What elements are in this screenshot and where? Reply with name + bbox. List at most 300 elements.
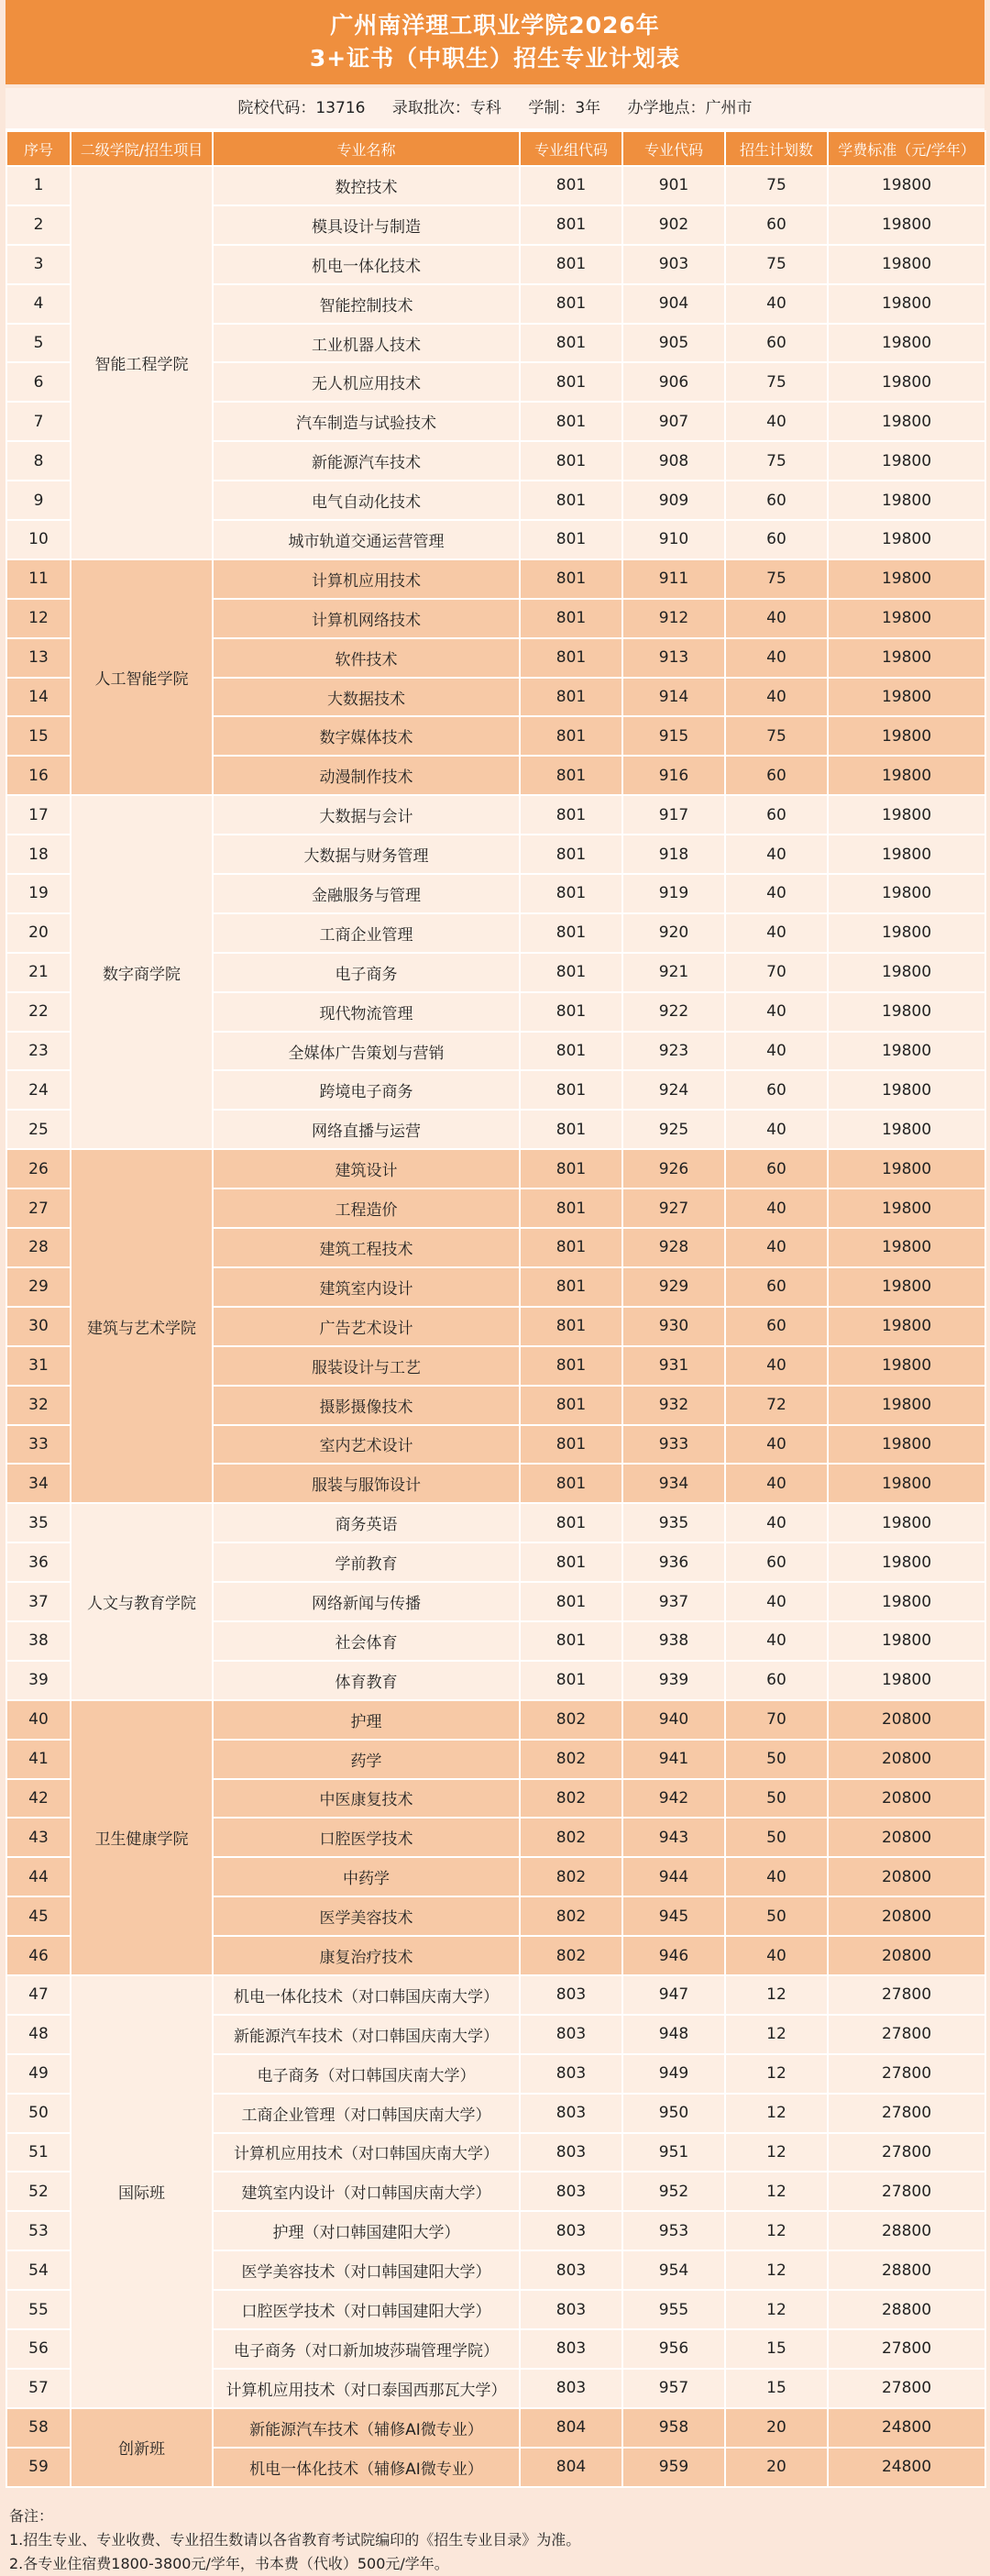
major-code: 949 — [622, 2054, 725, 2094]
major-group-code: 801 — [520, 1267, 622, 1307]
title-banner — [6, 0, 984, 88]
major-name: 机电一体化技术 — [213, 245, 520, 284]
row-index: 23 — [6, 1032, 71, 1071]
row-index: 46 — [6, 1936, 71, 1975]
major-code: 902 — [622, 205, 725, 245]
major-code: 915 — [622, 716, 725, 756]
enrollment-quota: 60 — [725, 205, 828, 245]
tuition-fee: 19800 — [828, 166, 985, 205]
enrollment-quota: 12 — [725, 2015, 828, 2054]
major-code: 932 — [622, 1386, 725, 1425]
row-index: 11 — [6, 559, 71, 599]
row-index: 33 — [6, 1425, 71, 1465]
tuition-fee: 27800 — [828, 2054, 985, 2094]
major-name: 体育教育 — [213, 1661, 520, 1700]
tuition-fee: 19800 — [828, 1464, 985, 1503]
table-body — [6, 166, 985, 2487]
major-group-code: 801 — [520, 1149, 622, 1188]
enrollment-quota: 40 — [725, 1621, 828, 1661]
tuition-fee: 19800 — [828, 1582, 985, 1621]
row-index: 47 — [6, 1975, 71, 2015]
row-index: 20 — [6, 913, 71, 953]
major-code: 927 — [622, 1188, 725, 1228]
major-code: 926 — [622, 1149, 725, 1188]
page-subtitle: 3+证书（中职生）招生专业计划表 — [309, 45, 681, 72]
major-name: 服装与服饰设计 — [213, 1464, 520, 1503]
major-group-code: 801 — [520, 992, 622, 1032]
college-group-cell: 国际班 — [71, 1975, 213, 2408]
major-code: 931 — [622, 1346, 725, 1386]
major-group-code: 802 — [520, 1740, 622, 1779]
major-name: 机电一体化技术（辅修AI微专业） — [213, 2448, 520, 2487]
major-group-code: 801 — [520, 441, 622, 481]
tuition-fee: 20800 — [828, 1740, 985, 1779]
major-name: 口腔医学技术 — [213, 1818, 520, 1857]
enrollment-quota: 40 — [725, 1503, 828, 1542]
row-index: 29 — [6, 1267, 71, 1307]
major-name: 电子商务 — [213, 953, 520, 992]
tuition-fee: 19800 — [828, 1346, 985, 1386]
school-code: 院校代码：13716 — [237, 99, 366, 117]
major-name: 摄影摄像技术 — [213, 1386, 520, 1425]
major-name: 新能源汽车技术（辅修AI微专业） — [213, 2408, 520, 2448]
major-group-code: 801 — [520, 559, 622, 599]
major-code: 925 — [622, 1110, 725, 1149]
major-code: 940 — [622, 1700, 725, 1740]
tuition-fee: 19800 — [828, 953, 985, 992]
row-index: 30 — [6, 1307, 71, 1346]
major-name: 新能源汽车技术 — [213, 441, 520, 481]
enrollment-quota: 40 — [725, 1346, 828, 1386]
enrollment-quota: 40 — [725, 599, 828, 638]
table-row — [6, 1149, 985, 1188]
major-group-code: 801 — [520, 284, 622, 324]
major-code: 928 — [622, 1228, 725, 1267]
major-group-code: 801 — [520, 1464, 622, 1503]
college-group-cell: 数字商学院 — [71, 795, 213, 1149]
major-code: 952 — [622, 2172, 725, 2211]
enrollment-quota: 60 — [725, 1149, 828, 1188]
page-title: 广州南洋理工职业学院2026年 — [330, 12, 660, 39]
major-name: 新能源汽车技术（对口韩国庆南大学） — [213, 2015, 520, 2054]
major-group-code: 803 — [520, 2172, 622, 2211]
major-group-code: 803 — [520, 1975, 622, 2015]
row-index: 6 — [6, 362, 71, 402]
major-group-code: 801 — [520, 1188, 622, 1228]
row-index: 48 — [6, 2015, 71, 2054]
enrollment-quota: 20 — [725, 2448, 828, 2487]
major-group-code: 802 — [520, 1857, 622, 1896]
table-header-row — [6, 131, 985, 166]
tuition-fee: 20800 — [828, 1818, 985, 1857]
tuition-fee: 19800 — [828, 1661, 985, 1700]
major-name: 工商企业管理（对口韩国庆南大学） — [213, 2094, 520, 2133]
tuition-fee: 19800 — [828, 992, 985, 1032]
major-group-code: 803 — [520, 2015, 622, 2054]
tuition-fee: 19800 — [828, 1032, 985, 1071]
tuition-fee: 19800 — [828, 284, 985, 324]
major-code: 921 — [622, 953, 725, 992]
row-index: 43 — [6, 1818, 71, 1857]
tuition-fee: 24800 — [828, 2408, 985, 2448]
enrollment-quota: 40 — [725, 1188, 828, 1228]
major-group-code: 802 — [520, 1896, 622, 1936]
major-code: 937 — [622, 1582, 725, 1621]
row-index: 24 — [6, 1070, 71, 1110]
major-code: 906 — [622, 362, 725, 402]
major-code: 934 — [622, 1464, 725, 1503]
major-code: 958 — [622, 2408, 725, 2448]
tuition-fee: 27800 — [828, 2329, 985, 2369]
row-index: 22 — [6, 992, 71, 1032]
major-name: 学前教育 — [213, 1542, 520, 1582]
tuition-fee: 19800 — [828, 1188, 985, 1228]
tuition-fee: 20800 — [828, 1779, 985, 1819]
major-group-code: 801 — [520, 1503, 622, 1542]
major-name: 数控技术 — [213, 166, 520, 205]
enrollment-quota: 70 — [725, 953, 828, 992]
major-name: 医学美容技术 — [213, 1896, 520, 1936]
major-code: 956 — [622, 2329, 725, 2369]
enrollment-quota: 70 — [725, 1700, 828, 1740]
major-group-code: 801 — [520, 1582, 622, 1621]
row-index: 45 — [6, 1896, 71, 1936]
tuition-fee: 19800 — [828, 599, 985, 638]
note-item-2: 2.各专业住宿费1800-3800元/学年，书本费（代收）500元/学年。 — [9, 2554, 449, 2572]
major-code: 908 — [622, 441, 725, 481]
tuition-fee: 19800 — [828, 1149, 985, 1188]
major-group-code: 801 — [520, 638, 622, 678]
tuition-fee: 19800 — [828, 324, 985, 363]
enrollment-quota: 12 — [725, 2094, 828, 2133]
tuition-fee: 19800 — [828, 913, 985, 953]
row-index: 32 — [6, 1386, 71, 1425]
col-header-major-code: 专业代码 — [622, 131, 725, 166]
school-location: 办学地点：广州市 — [627, 99, 753, 117]
major-name: 计算机应用技术（对口泰国西那瓦大学） — [213, 2369, 520, 2408]
major-name: 计算机网络技术 — [213, 599, 520, 638]
major-name: 模具设计与制造 — [213, 205, 520, 245]
enrollment-quota: 12 — [725, 2172, 828, 2211]
tuition-fee: 19800 — [828, 362, 985, 402]
tuition-fee: 19800 — [828, 1228, 985, 1267]
row-index: 2 — [6, 205, 71, 245]
enrollment-quota: 40 — [725, 1936, 828, 1975]
major-group-code: 803 — [520, 2211, 622, 2250]
row-index: 52 — [6, 2172, 71, 2211]
tuition-fee: 28800 — [828, 2290, 985, 2329]
tuition-fee: 19800 — [828, 559, 985, 599]
row-index: 53 — [6, 2211, 71, 2250]
table-row — [6, 1503, 985, 1542]
major-name: 网络直播与运营 — [213, 1110, 520, 1149]
row-index: 25 — [6, 1110, 71, 1149]
major-group-code: 801 — [520, 874, 622, 913]
major-group-code: 801 — [520, 166, 622, 205]
enrollment-quota: 60 — [725, 1307, 828, 1346]
major-group-code: 801 — [520, 756, 622, 795]
major-group-code: 801 — [520, 1032, 622, 1071]
row-index: 49 — [6, 2054, 71, 2094]
row-index: 39 — [6, 1661, 71, 1700]
tuition-fee: 19800 — [828, 638, 985, 678]
tuition-fee: 19800 — [828, 1542, 985, 1582]
major-name: 建筑室内设计 — [213, 1267, 520, 1307]
major-name: 广告艺术设计 — [213, 1307, 520, 1346]
major-group-code: 801 — [520, 1228, 622, 1267]
major-group-code: 801 — [520, 481, 622, 520]
major-group-code: 801 — [520, 520, 622, 559]
enrollment-quota: 40 — [725, 402, 828, 441]
notes-section — [6, 2488, 984, 2576]
table-row — [6, 795, 985, 835]
row-index: 7 — [6, 402, 71, 441]
major-group-code: 803 — [520, 2329, 622, 2369]
major-code: 959 — [622, 2448, 725, 2487]
major-code: 946 — [622, 1936, 725, 1975]
row-index: 38 — [6, 1621, 71, 1661]
row-index: 41 — [6, 1740, 71, 1779]
tuition-fee: 27800 — [828, 2369, 985, 2408]
tuition-fee: 19800 — [828, 441, 985, 481]
major-code: 903 — [622, 245, 725, 284]
major-code: 957 — [622, 2369, 725, 2408]
row-index: 50 — [6, 2094, 71, 2133]
major-name: 汽车制造与试验技术 — [213, 402, 520, 441]
major-code: 947 — [622, 1975, 725, 2015]
tuition-fee: 27800 — [828, 2094, 985, 2133]
major-name: 工业机器人技术 — [213, 324, 520, 363]
major-code: 930 — [622, 1307, 725, 1346]
major-name: 工程造价 — [213, 1188, 520, 1228]
major-name: 建筑室内设计（对口韩国庆南大学） — [213, 2172, 520, 2211]
major-code: 941 — [622, 1740, 725, 1779]
study-duration: 学制：3年 — [528, 99, 601, 117]
school-info-bar — [6, 88, 984, 130]
major-code: 954 — [622, 2250, 725, 2290]
major-code: 910 — [622, 520, 725, 559]
major-group-code: 803 — [520, 2290, 622, 2329]
major-code: 922 — [622, 992, 725, 1032]
enrollment-quota: 60 — [725, 756, 828, 795]
major-code: 911 — [622, 559, 725, 599]
college-group-cell: 建筑与艺术学院 — [71, 1149, 213, 1503]
college-group-cell: 智能工程学院 — [71, 166, 213, 559]
major-name: 机电一体化技术（对口韩国庆南大学） — [213, 1975, 520, 2015]
enrollment-quota: 12 — [725, 2211, 828, 2250]
tuition-fee: 19800 — [828, 402, 985, 441]
major-group-code: 801 — [520, 1346, 622, 1386]
tuition-fee: 20800 — [828, 1857, 985, 1896]
tuition-fee: 27800 — [828, 1975, 985, 2015]
major-name: 大数据技术 — [213, 678, 520, 717]
enrollment-quota: 12 — [725, 2054, 828, 2094]
major-code: 942 — [622, 1779, 725, 1819]
major-name: 商务英语 — [213, 1503, 520, 1542]
major-group-code: 803 — [520, 2250, 622, 2290]
major-code: 923 — [622, 1032, 725, 1071]
row-index: 19 — [6, 874, 71, 913]
tuition-fee: 19800 — [828, 520, 985, 559]
major-group-code: 803 — [520, 2369, 622, 2408]
major-code: 944 — [622, 1857, 725, 1896]
major-group-code: 802 — [520, 1700, 622, 1740]
major-group-code: 801 — [520, 716, 622, 756]
enrollment-quota: 60 — [725, 1070, 828, 1110]
row-index: 56 — [6, 2329, 71, 2369]
major-name: 软件技术 — [213, 638, 520, 678]
table-row — [6, 1700, 985, 1740]
major-group-code: 801 — [520, 913, 622, 953]
major-name: 智能控制技术 — [213, 284, 520, 324]
major-code: 919 — [622, 874, 725, 913]
row-index: 5 — [6, 324, 71, 363]
row-index: 26 — [6, 1149, 71, 1188]
row-index: 27 — [6, 1188, 71, 1228]
row-index: 44 — [6, 1857, 71, 1896]
major-group-code: 801 — [520, 835, 622, 874]
major-code: 935 — [622, 1503, 725, 1542]
college-group-cell: 人文与教育学院 — [71, 1503, 213, 1699]
row-index: 12 — [6, 599, 71, 638]
row-index: 15 — [6, 716, 71, 756]
row-index: 21 — [6, 953, 71, 992]
enrollment-quota: 40 — [725, 913, 828, 953]
major-name: 无人机应用技术 — [213, 362, 520, 402]
enrollment-quota: 12 — [725, 1975, 828, 2015]
major-code: 955 — [622, 2290, 725, 2329]
admission-batch: 录取批次：专科 — [391, 99, 501, 117]
enrollment-quota: 40 — [725, 1582, 828, 1621]
major-code: 939 — [622, 1661, 725, 1700]
enrollment-quota: 60 — [725, 1542, 828, 1582]
major-code: 909 — [622, 481, 725, 520]
major-group-code: 801 — [520, 1425, 622, 1465]
enrollment-quota: 75 — [725, 441, 828, 481]
enrollment-quota: 60 — [725, 1267, 828, 1307]
tuition-fee: 24800 — [828, 2448, 985, 2487]
major-group-code: 801 — [520, 599, 622, 638]
major-name: 大数据与会计 — [213, 795, 520, 835]
major-group-code: 801 — [520, 1386, 622, 1425]
enrollment-quota: 40 — [725, 1464, 828, 1503]
major-name: 中医康复技术 — [213, 1779, 520, 1819]
major-group-code: 801 — [520, 1307, 622, 1346]
major-group-code: 801 — [520, 1110, 622, 1149]
major-code: 907 — [622, 402, 725, 441]
enrollment-plan-table — [6, 130, 986, 2488]
enrollment-quota: 75 — [725, 559, 828, 599]
row-index: 16 — [6, 756, 71, 795]
major-group-code: 804 — [520, 2408, 622, 2448]
major-code: 950 — [622, 2094, 725, 2133]
major-code: 913 — [622, 638, 725, 678]
major-group-code: 801 — [520, 402, 622, 441]
major-group-code: 801 — [520, 324, 622, 363]
enrollment-quota: 75 — [725, 362, 828, 402]
table-row — [6, 166, 985, 205]
tuition-fee: 19800 — [828, 678, 985, 717]
major-code: 918 — [622, 835, 725, 874]
tuition-fee: 19800 — [828, 1621, 985, 1661]
table-row — [6, 1975, 985, 2015]
tuition-fee: 27800 — [828, 2015, 985, 2054]
major-name: 计算机应用技术 — [213, 559, 520, 599]
tuition-fee: 19800 — [828, 1070, 985, 1110]
major-group-code: 801 — [520, 205, 622, 245]
major-name: 工商企业管理 — [213, 913, 520, 953]
row-index: 59 — [6, 2448, 71, 2487]
major-code: 914 — [622, 678, 725, 717]
major-group-code: 801 — [520, 362, 622, 402]
enrollment-quota: 12 — [725, 2250, 828, 2290]
major-name: 服装设计与工艺 — [213, 1346, 520, 1386]
major-name: 护理（对口韩国建阳大学） — [213, 2211, 520, 2250]
major-group-code: 802 — [520, 1779, 622, 1819]
enrollment-quota: 12 — [725, 2133, 828, 2172]
enrollment-quota: 40 — [725, 1032, 828, 1071]
major-name: 中药学 — [213, 1857, 520, 1896]
enrollment-quota: 60 — [725, 324, 828, 363]
enrollment-quota: 60 — [725, 481, 828, 520]
major-group-code: 803 — [520, 2054, 622, 2094]
tuition-fee: 19800 — [828, 481, 985, 520]
major-name: 康复治疗技术 — [213, 1936, 520, 1975]
col-header-college: 二级学院/招生项目 — [71, 131, 213, 166]
enrollment-quota: 72 — [725, 1386, 828, 1425]
enrollment-quota: 15 — [725, 2329, 828, 2369]
row-index: 34 — [6, 1464, 71, 1503]
tuition-fee: 20800 — [828, 1700, 985, 1740]
major-code: 905 — [622, 324, 725, 363]
major-name: 药学 — [213, 1740, 520, 1779]
tuition-fee: 19800 — [828, 205, 985, 245]
enrollment-quota: 15 — [725, 2369, 828, 2408]
notes-heading: 备注： — [9, 2506, 54, 2525]
row-index: 54 — [6, 2250, 71, 2290]
major-group-code: 801 — [520, 678, 622, 717]
major-name: 计算机应用技术（对口韩国庆南大学） — [213, 2133, 520, 2172]
major-code: 929 — [622, 1267, 725, 1307]
major-name: 网络新闻与传播 — [213, 1582, 520, 1621]
major-name: 电子商务（对口韩国庆南大学） — [213, 2054, 520, 2094]
row-index: 10 — [6, 520, 71, 559]
row-index: 36 — [6, 1542, 71, 1582]
enrollment-quota: 40 — [725, 1110, 828, 1149]
major-group-code: 801 — [520, 953, 622, 992]
table-row — [6, 559, 985, 599]
major-code: 938 — [622, 1621, 725, 1661]
col-header-tuition: 学费标准（元/学年） — [828, 131, 985, 166]
enrollment-quota: 60 — [725, 795, 828, 835]
tuition-fee: 19800 — [828, 795, 985, 835]
row-index: 35 — [6, 1503, 71, 1542]
major-code: 936 — [622, 1542, 725, 1582]
major-name: 城市轨道交通运营管理 — [213, 520, 520, 559]
tuition-fee: 19800 — [828, 1386, 985, 1425]
major-group-code: 803 — [520, 2133, 622, 2172]
row-index: 9 — [6, 481, 71, 520]
major-name: 大数据与财务管理 — [213, 835, 520, 874]
row-index: 51 — [6, 2133, 71, 2172]
major-name: 社会体育 — [213, 1621, 520, 1661]
row-index: 4 — [6, 284, 71, 324]
tuition-fee: 28800 — [828, 2250, 985, 2290]
enrollment-quota: 40 — [725, 835, 828, 874]
major-code: 920 — [622, 913, 725, 953]
col-header-major: 专业名称 — [213, 131, 520, 166]
college-group-cell: 卫生健康学院 — [71, 1700, 213, 1975]
